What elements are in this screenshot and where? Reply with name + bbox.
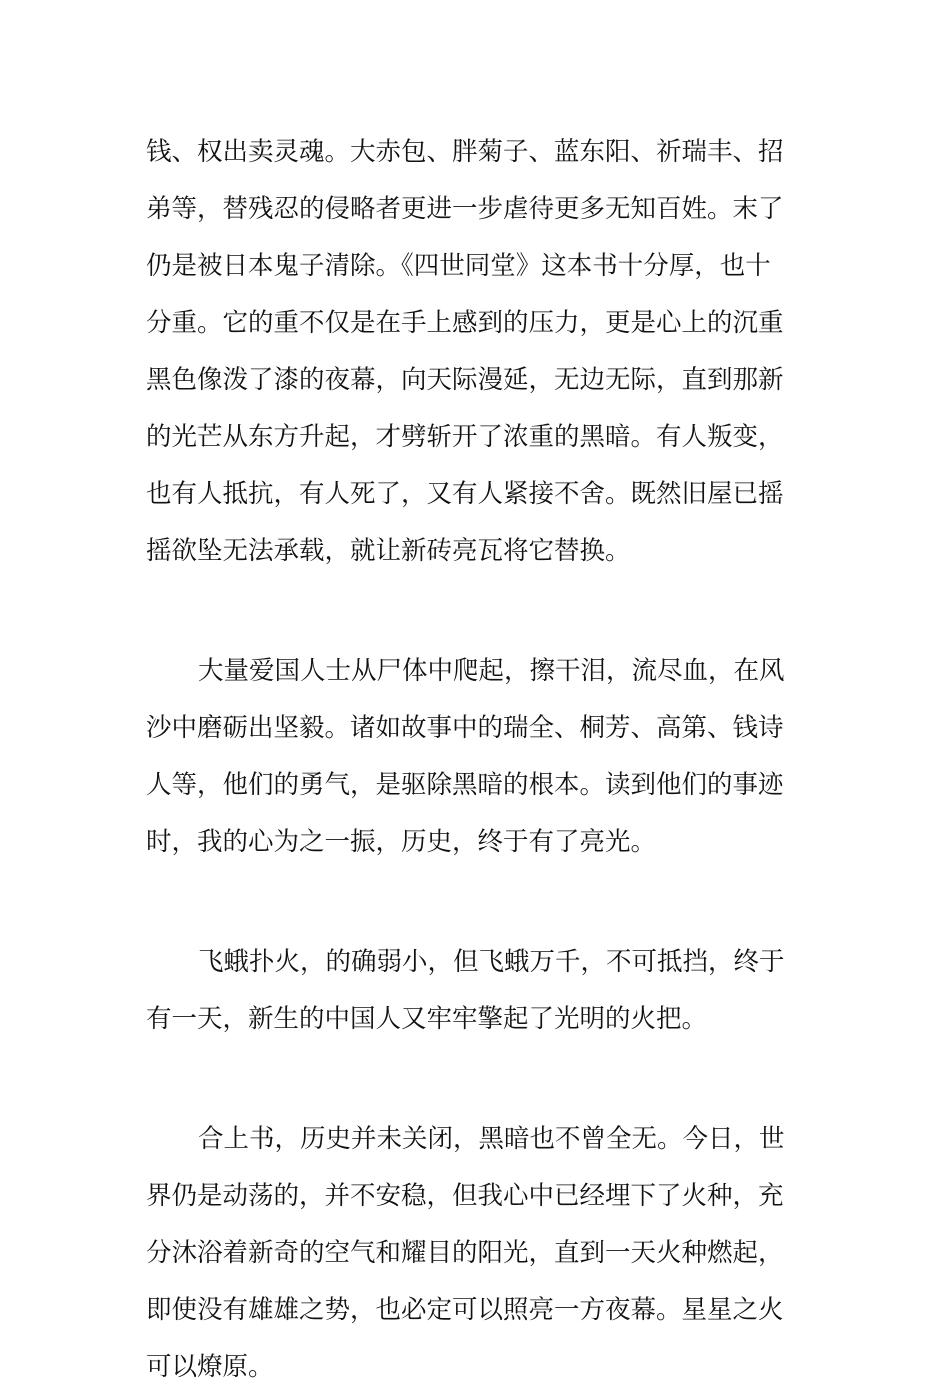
text-line: 钱、权出卖灵魂。大赤包、胖菊子、蓝东阳、祈瑞丰、招 (146, 137, 784, 167)
paragraph-gap (146, 580, 816, 643)
text-line: 可以燎原。 (146, 1352, 274, 1382)
text-line: 即使没有雄雄之势，也必定可以照亮一方夜幕。星星之火 (146, 1295, 784, 1325)
paragraph-gap (146, 1048, 816, 1111)
text-line: 时，我的心为之一振，历史，终于有了亮光。 (146, 827, 657, 857)
paragraph-1 (146, 124, 816, 580)
text-line: 黑色像泼了漆的夜幕，向天际漫延，无边无际，直到那新 (146, 365, 784, 395)
text-line: 仍是被日本鬼子清除。《四世同堂》这本书十分厚，也十 (146, 251, 771, 281)
text-line: 界仍是动荡的，并不安稳，但我心中已经埋下了火种，充 (146, 1181, 784, 1211)
text-line: 有一天，新生的中国人又牢牢擎起了光明的火把。 (146, 1004, 708, 1034)
text-line: 人等，他们的勇气，是驱除黑暗的根本。读到他们的事迹 (146, 770, 784, 800)
text-line: 飞蛾扑火，的确弱小，但飞蛾万千，不可抵挡，终于 (198, 947, 785, 977)
text-line: 分沐浴着新奇的空气和耀目的阳光，直到一天火种燃起， (146, 1238, 784, 1268)
text-line: 合上书，历史并未关闭，黑暗也不曾全无。今日，世 (198, 1124, 785, 1154)
paragraph-2 (146, 643, 816, 871)
paragraph-3 (146, 934, 816, 1048)
text-line: 的光芒从东方升起，才劈斩开了浓重的黑暗。有人叛变， (146, 422, 784, 452)
paragraph-gap (146, 871, 816, 934)
text-line: 分重。它的重不仅是在手上感到的压力，更是心上的沉重 (146, 308, 784, 338)
text-line: 大量爱国人士从尸体中爬起，擦干泪，流尽血，在风 (198, 656, 785, 686)
text-line: 弟等，替残忍的侵略者更进一步虐待更多无知百姓。末了 (146, 194, 784, 224)
text-line: 摇欲坠无法承载，就让新砖亮瓦将它替换。 (146, 536, 631, 566)
paragraph-4 (146, 1111, 816, 1396)
text-line: 也有人抵抗，有人死了，又有人紧接不舍。既然旧屋已摇 (146, 479, 784, 509)
text-line: 沙中磨砺出坚毅。诸如故事中的瑞全、桐芳、高第、钱诗 (146, 713, 784, 743)
document-page (146, 124, 816, 1396)
